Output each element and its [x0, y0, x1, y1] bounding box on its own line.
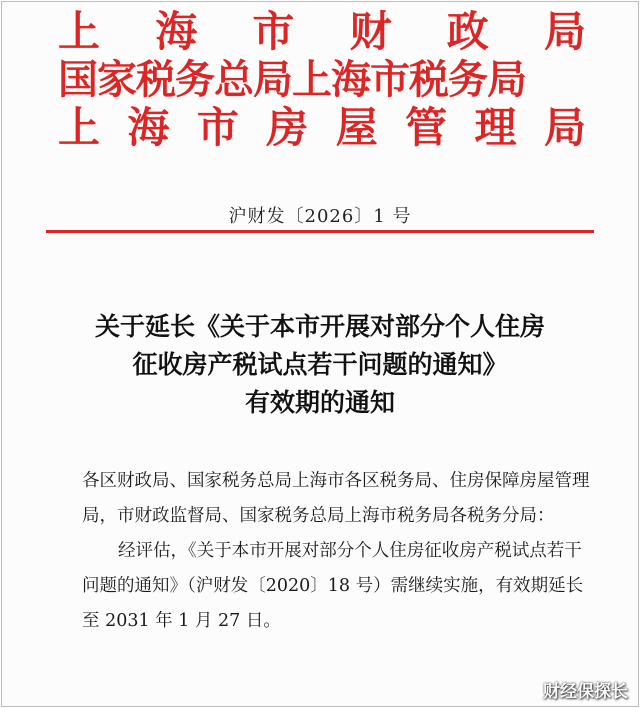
header-char: 局: [543, 103, 586, 152]
header-char: 局: [543, 7, 586, 56]
title-line-1: 关于延长《关于本市开展对部分个人住房: [94, 312, 545, 341]
header-char: 屋: [335, 103, 378, 152]
header-char: 海: [127, 103, 170, 152]
header-char: 政: [446, 7, 489, 56]
header-char: 理: [474, 103, 517, 152]
main-paragraph: 经评估，《关于本市开展对部分个人住房征收房产税试点若干问题的通知》（沪财发〔2020〕18 号）需继续实施，有效期延长至 2031 年 1 月 27 日。: [82, 541, 584, 631]
authority-housing-bureau: [58, 104, 586, 152]
document-title: [42, 308, 598, 422]
header-char: 管: [405, 103, 448, 152]
document-body: [82, 464, 592, 639]
recipients-paragraph: 各区财政局、国家税务总局上海市各区税务局、住房保障房屋管理局，市财政监督局、国家税务总局上海市税务局各税务分局：: [82, 471, 590, 526]
header-char: 海: [155, 7, 198, 56]
header-char: 财: [349, 7, 392, 56]
header-char: 房: [266, 103, 309, 152]
header-char: 上: [58, 103, 101, 152]
authority-tax-bureau: 国家税务总局上海市税务局: [58, 57, 526, 103]
red-divider-rule: [46, 230, 594, 233]
header-char: 市: [196, 103, 239, 152]
source-watermark: 财经保探长: [543, 682, 628, 702]
header-char: 市: [252, 7, 295, 56]
document-number: 沪财发〔2026〕1 号: [228, 206, 412, 227]
authority-finance-bureau: [58, 8, 586, 56]
document-page: [1, 1, 639, 707]
title-line-3: 有效期的通知: [244, 388, 395, 417]
issuing-authorities-header: [58, 8, 586, 152]
title-line-2: 征收房产税试点若干问题的通知》: [132, 350, 508, 379]
header-char: 上: [58, 7, 101, 56]
